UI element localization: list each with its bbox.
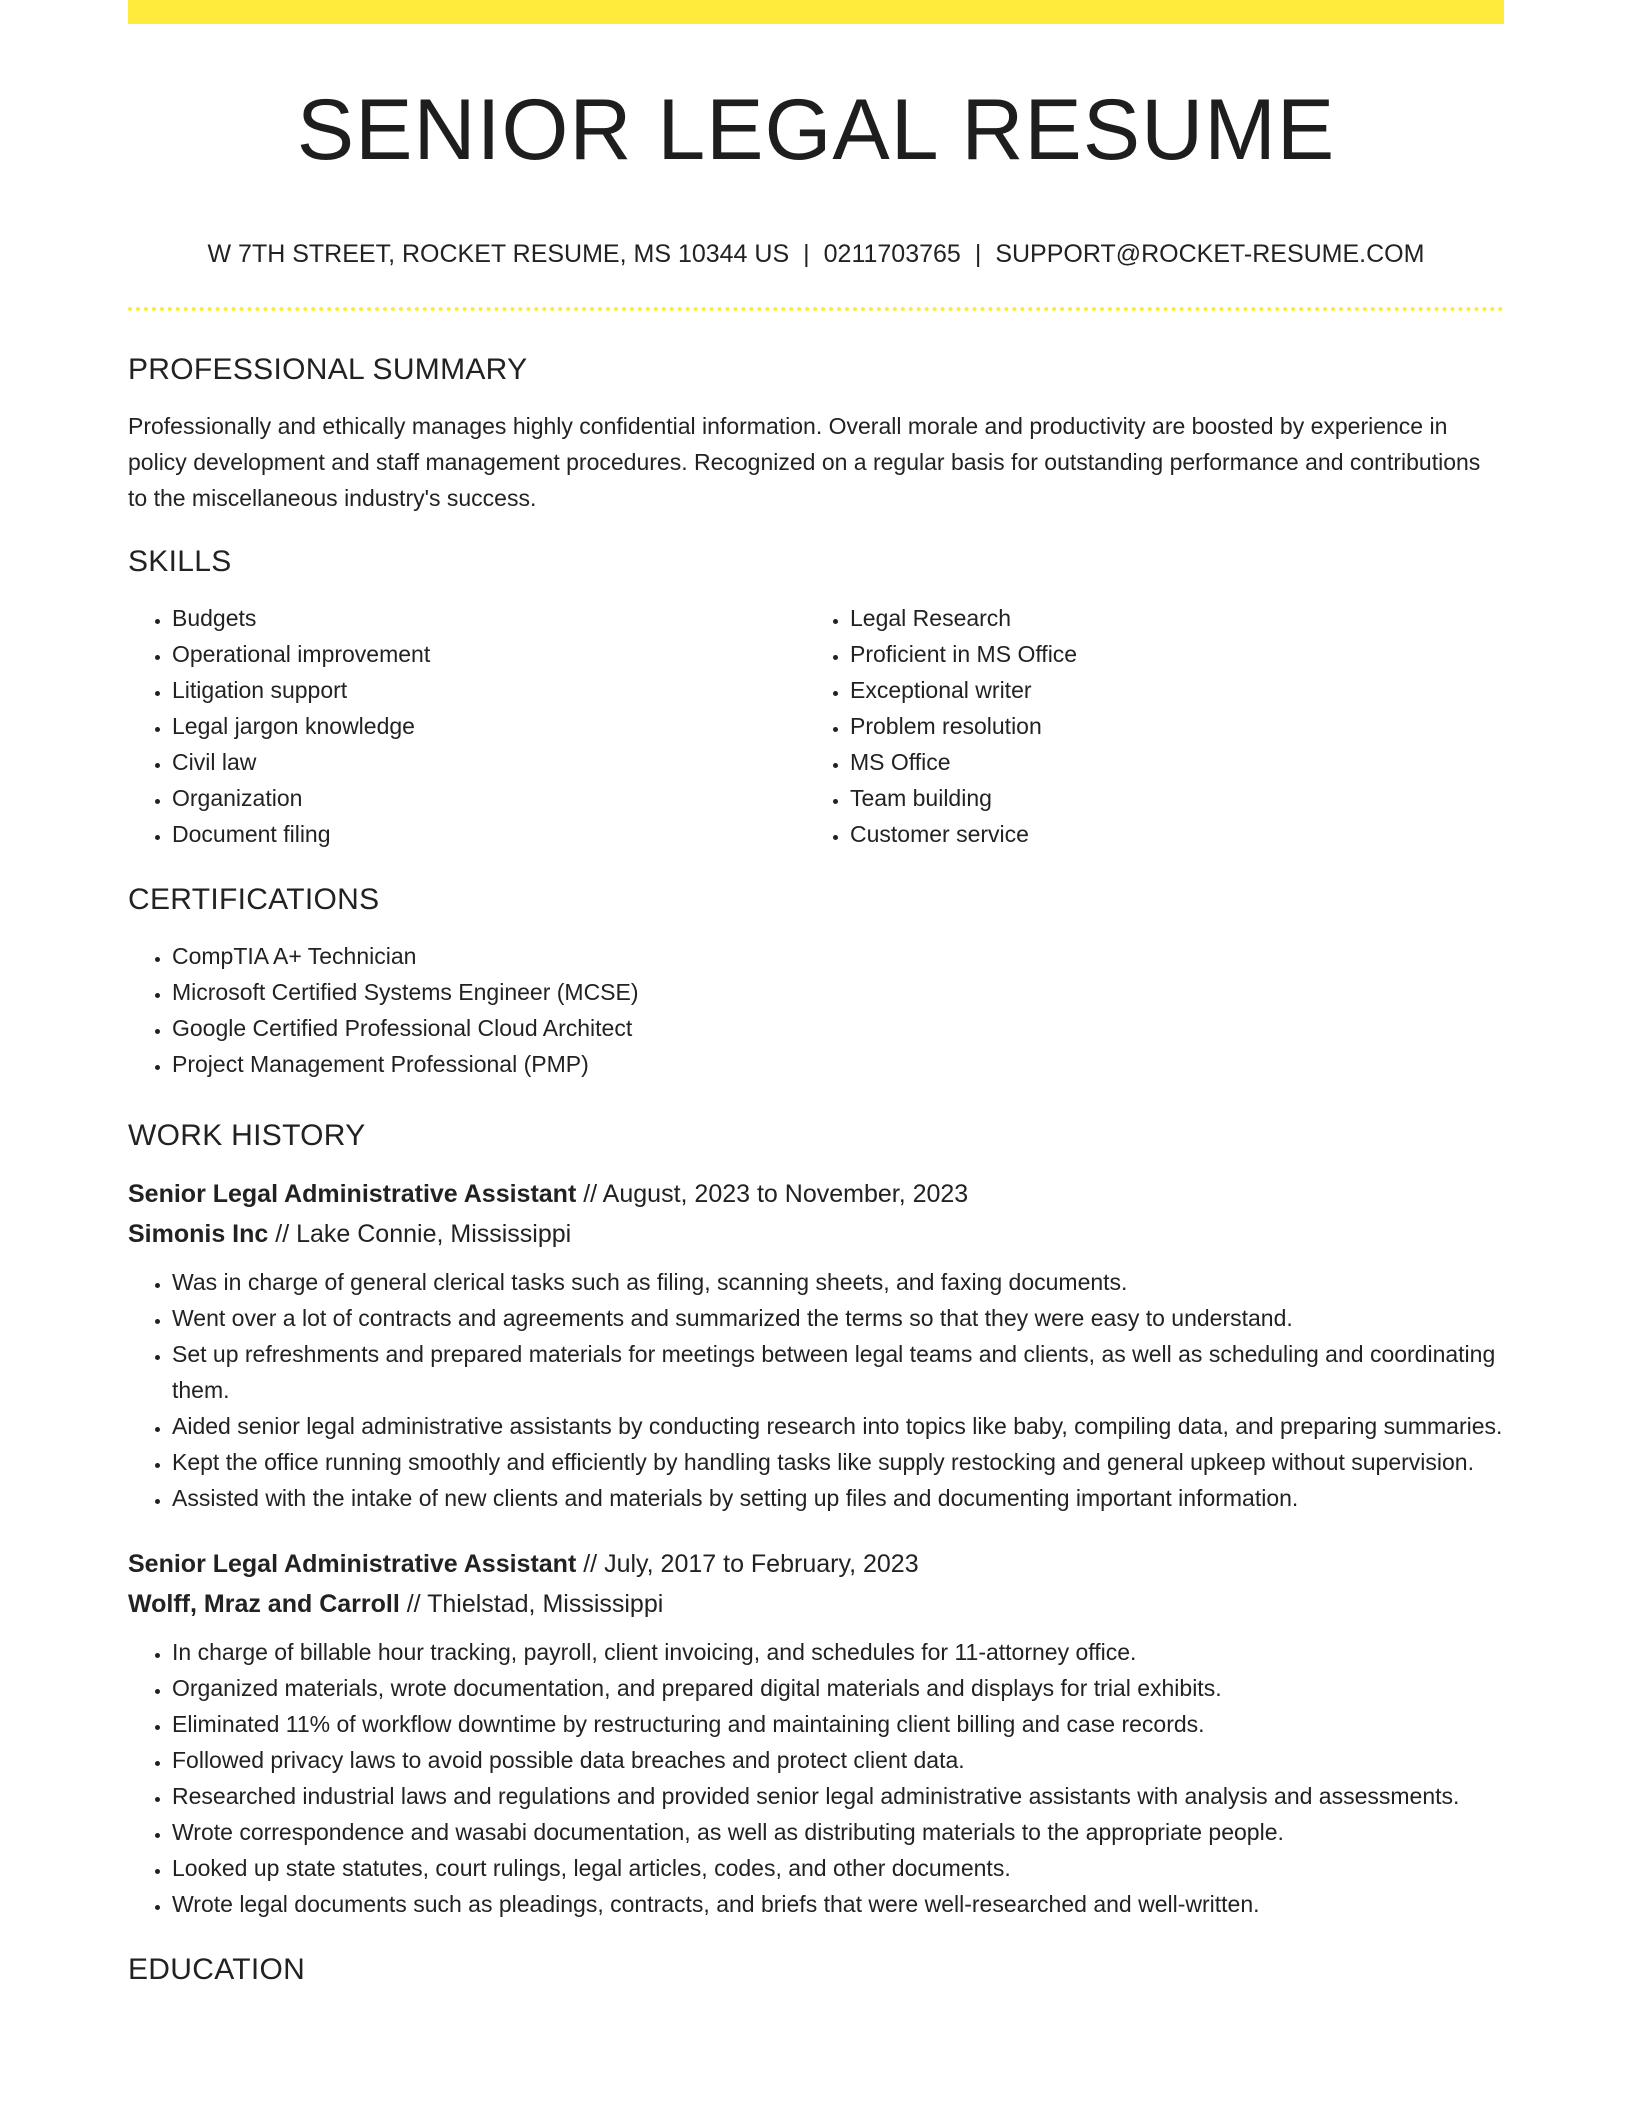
job-duty: • Followed privacy laws to avoid possible data breaches and protect client data. bbox=[172, 1742, 1504, 1778]
company-location: // Lake Connie, Mississippi bbox=[268, 1220, 572, 1248]
job-duty: • Went over a lot of contracts and agreements and summarized the terms so that they were easy to understand. bbox=[172, 1300, 1504, 1336]
skill-item: • Problem resolution bbox=[850, 708, 1484, 744]
resume-body bbox=[128, 350, 1504, 2008]
job-duties-list bbox=[128, 1634, 1504, 1922]
skill-item: • Proficient in MS Office bbox=[850, 636, 1484, 672]
job-title-line bbox=[128, 1174, 1504, 1214]
job-dates: // July, 2017 to February, 2023 bbox=[576, 1550, 919, 1578]
job-duty: • Looked up state statutes, court rulings, legal articles, codes, and other documents. bbox=[172, 1850, 1504, 1886]
job-duty: • Researched industrial laws and regulations and provided senior legal administrative assistants with analysis and assessments. bbox=[172, 1778, 1504, 1814]
job-duty: • Aided senior legal administrative assistants by conducting research into topics like baby, compiling data, and preparing summaries. bbox=[172, 1408, 1504, 1444]
certifications-section bbox=[128, 880, 1504, 1082]
job-duties-list bbox=[128, 1264, 1504, 1516]
contact-line bbox=[128, 236, 1504, 272]
job-duty: • Assisted with the intake of new clients and materials by setting up files and documenting important information. bbox=[172, 1480, 1504, 1516]
skill-item: • Operational improvement bbox=[172, 636, 806, 672]
resume-title: SENIOR LEGAL RESUME bbox=[296, 82, 1336, 178]
skill-item: • Customer service bbox=[850, 816, 1484, 852]
contact-phone: 0211703765 bbox=[823, 240, 961, 268]
job-entry bbox=[128, 1174, 1504, 1516]
job-entry bbox=[128, 1544, 1504, 1922]
company-line bbox=[128, 1214, 1504, 1254]
skills-section bbox=[128, 542, 1504, 852]
summary-text: Professionally and ethically manages highly confidential information. Overall morale and productivity are boosted by experience in policy development and staff management procedures. Recognized on a regular basis for outstanding performance and contributions to the miscellaneous industry's success. bbox=[128, 413, 1481, 511]
job-duty: • Kept the office running smoothly and efficiently by handling tasks like supply restocking and general upkeep without supervision. bbox=[172, 1444, 1504, 1480]
skill-item: • Litigation support bbox=[172, 672, 806, 708]
job-duty: • Organized materials, wrote documentation, and prepared digital materials and displays for trial exhibits. bbox=[172, 1670, 1504, 1706]
certification-item: • Google Certified Professional Cloud Architect bbox=[172, 1010, 1504, 1046]
skill-item: • Civil law bbox=[172, 744, 806, 780]
certifications-list bbox=[128, 938, 1504, 1082]
summary-heading: PROFESSIONAL SUMMARY bbox=[128, 353, 528, 386]
skill-item: • Budgets bbox=[172, 600, 806, 636]
job-duty: • Wrote legal documents such as pleadings, contracts, and briefs that were well-researched and well-written. bbox=[172, 1886, 1504, 1922]
job-duty: • In charge of billable hour tracking, payroll, client invoicing, and schedules for 11-attorney office. bbox=[172, 1634, 1504, 1670]
skill-item: • Legal Research bbox=[850, 600, 1484, 636]
job-title: Senior Legal Administrative Assistant bbox=[128, 1180, 577, 1208]
company-line bbox=[128, 1584, 1504, 1624]
accent-top-bar bbox=[128, 0, 1504, 24]
skills-columns bbox=[128, 600, 1504, 852]
skill-item: • Team building bbox=[850, 780, 1484, 816]
job-title: Senior Legal Administrative Assistant bbox=[128, 1550, 577, 1578]
job-duty: • Eliminated 11% of workflow downtime by restructuring and maintaining client billing and case records. bbox=[172, 1706, 1504, 1742]
certification-item: • Microsoft Certified Systems Engineer (MCSE) bbox=[172, 974, 1504, 1010]
skill-item: • Organization bbox=[172, 780, 806, 816]
company-name: Simonis Inc bbox=[128, 1220, 269, 1248]
job-title-line bbox=[128, 1544, 1504, 1584]
education-section bbox=[128, 1950, 1504, 1990]
company-location: // Thielstad, Mississippi bbox=[399, 1590, 664, 1618]
skill-item: • Legal jargon knowledge bbox=[172, 708, 806, 744]
contact-address: W 7TH STREET, ROCKET RESUME, MS 10344 US bbox=[207, 240, 790, 268]
skills-list-left bbox=[128, 600, 806, 852]
skill-item: • Document filing bbox=[172, 816, 806, 852]
certification-item: • CompTIA A+ Technician bbox=[172, 938, 1504, 974]
job-duty: • Wrote correspondence and wasabi documentation, as well as distributing materials to the appropriate people. bbox=[172, 1814, 1504, 1850]
certifications-heading: CERTIFICATIONS bbox=[128, 883, 380, 916]
skills-heading: SKILLS bbox=[128, 545, 232, 578]
summary-section bbox=[128, 350, 1504, 516]
certification-item: • Project Management Professional (PMP) bbox=[172, 1046, 1504, 1082]
job-dates: // August, 2023 to November, 2023 bbox=[576, 1180, 969, 1208]
skill-item: • MS Office bbox=[850, 744, 1484, 780]
dotted-divider bbox=[128, 307, 1504, 311]
work-history-section bbox=[128, 1116, 1504, 1922]
contact-separator: | bbox=[803, 240, 810, 268]
contact-separator: | bbox=[974, 240, 982, 268]
company-name: Wolff, Mraz and Carroll bbox=[128, 1590, 400, 1618]
job-duty: • Set up refreshments and prepared materials for meetings between legal teams and clients, as well as scheduling and coordinating them. bbox=[172, 1336, 1504, 1408]
education-heading: EDUCATION bbox=[128, 1953, 306, 1986]
skills-list-right bbox=[806, 600, 1484, 852]
skill-item: • Exceptional writer bbox=[850, 672, 1484, 708]
contact-email: SUPPORT@ROCKET-RESUME.COM bbox=[995, 240, 1425, 268]
work-history-heading: WORK HISTORY bbox=[128, 1119, 366, 1152]
job-duty: • Was in charge of general clerical tasks such as filing, scanning sheets, and faxing documents. bbox=[172, 1264, 1504, 1300]
